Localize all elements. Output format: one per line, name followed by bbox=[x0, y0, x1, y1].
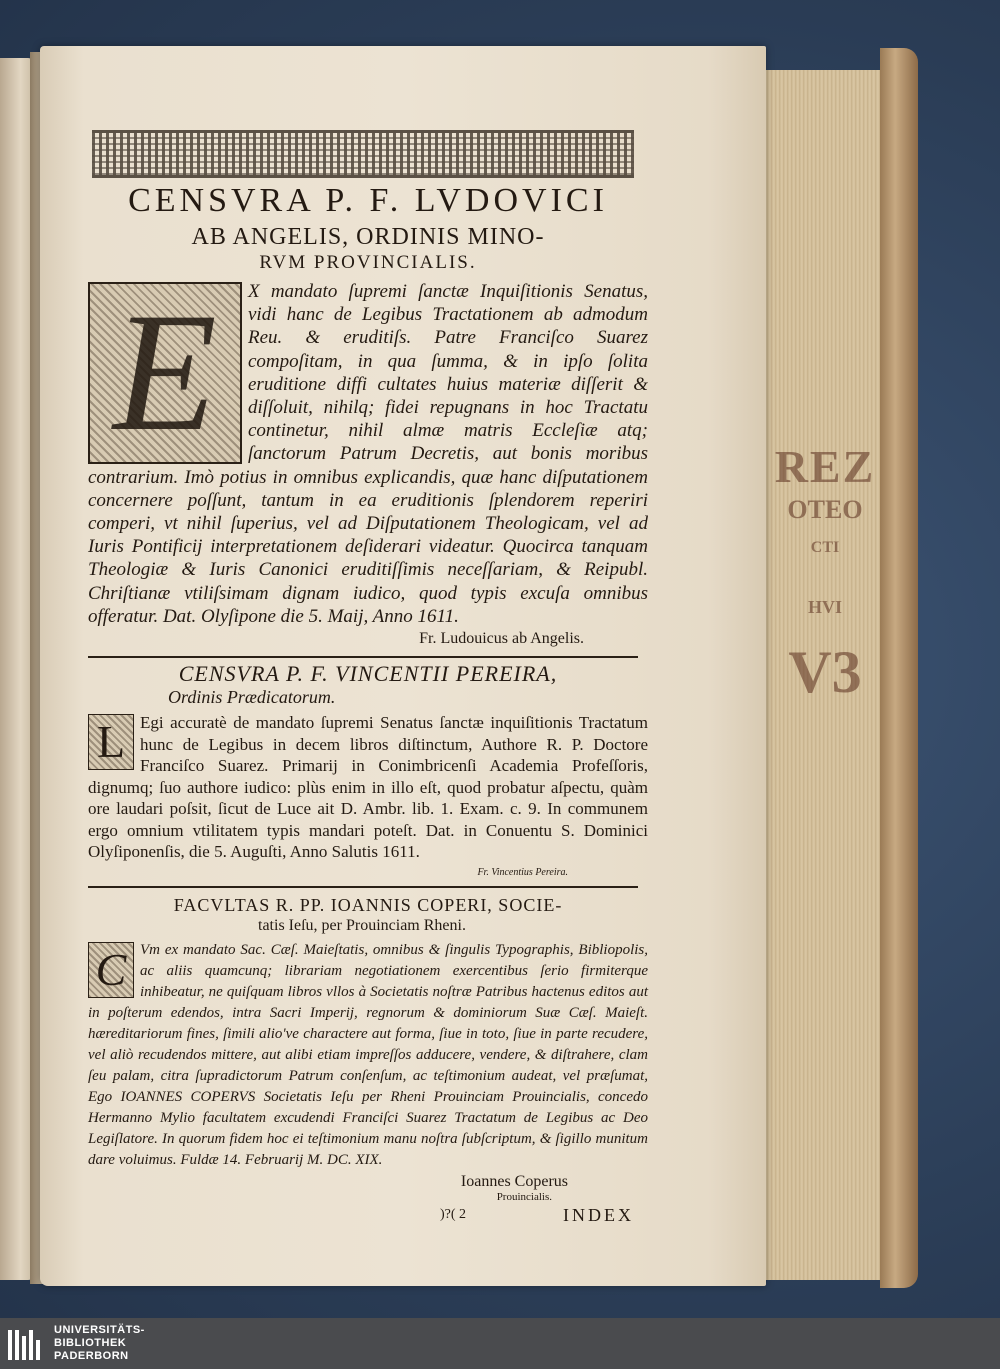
censura2-title: CENSVRA P. F. VINCENTII PEREIRA, bbox=[178, 661, 558, 687]
section-divider bbox=[88, 656, 638, 658]
censura1-title-line3: RVM PROVINCIALIS. bbox=[259, 252, 477, 273]
facultas-section bbox=[88, 940, 648, 1171]
library-name-line: UNIVERSITÄTS- bbox=[54, 1324, 145, 1336]
decorated-initial bbox=[88, 278, 242, 467]
section-divider bbox=[88, 886, 638, 888]
initial-letter: L bbox=[96, 716, 126, 768]
catchword: INDEX bbox=[563, 1204, 634, 1225]
censura1-signature: Fr. Ludouicus ab Angelis. bbox=[419, 630, 584, 648]
spine-line: OTEO bbox=[787, 495, 863, 524]
facultas-text: Vm ex mandato Sac. Cæſ. Maieſtatis, omnibus & ſingulis Typographis, Bibliopolis, ac aliis quamcunq; librariam negotiationem exercentibus ſerio firmiterque inhibeatur, ne quiſquam libros vllos à Societatis noſtræ Patribus hactenus editos aut in poſterum edendos, intra Sacri Imperij, regnorum & dominiorum Suæ Cæſ. Maieſt. hæreditariorum fines, ſimili alio've charactere aut forma, ſiue in toto, ſiue in parte recudere, vel aliò recudendos mittere, aut alibi etiam impreſſos adducere, vendere, & diſtrahere, clam ſeu palam, citra ſupradictorum Patrum conſenſum, ac teſtimonium audeat, vel præſumat, Ego IOANNES COPERVS Societatis Ieſu per Rheni Prouinciam Prouincialis, concedo Hermanno Mylio facultatem excudendi Franciſci Suarez Tractatum de Legibus ac Deo Legiſlatore. In quorum fidem hoc ei teſtimonium manu noſtra ſubſcriptum, & ſigillo munitum dare voluimus. Fuldæ 14. Februarij M. DC. XIX. bbox=[88, 941, 648, 1168]
book-cover-edge bbox=[880, 48, 918, 1288]
censura1-title-line2: AB ANGELIS, ORDINIS MINO- bbox=[191, 224, 545, 250]
facultas-signature: Ioannes Coperus bbox=[460, 1172, 568, 1190]
censura1-text: X mandato ſupremi ſanctæ Inquiſitionis Senatus, vidi hanc de Legibus Tractationem ab admodum Reu. & eruditiſs. Patre Franciſco Suarez compoſitam, in qua ſumma, & in ipſo ſolita eruditione diffi cultates huius materiæ diſſerit & diſſoluit, nihilq; fidei repugnans in hoc Tractatu continetur, nihil almæ matris Eccleſiæ atq; ſanctorum Patrum Decretis, aut bonis moribus contrarium. Imò potius in omnibus explicandis, quæ hanc diſputationem concernere poſſunt, tantum in ea eruditionis ſplendorem reperiri comperi, vt nihil ſuperius, vel ad Diſputationem Theologicam, vel ad Iuris Pontificij interpretationem deſiderari videatur. Quocirca tanquam Theologiæ & Iuris Canonici eruditiſſimis neceſſariam, & Reipubl. Chriſtianæ vtiliſsimam dignam iudico, quod typis excuſa omnibus offeratur. Dat. Olyſipone die 5. Maij, Anno 1611. bbox=[88, 281, 648, 627]
page-content bbox=[88, 130, 648, 1227]
censura2-text: Egi accuratè de mandato ſupremi Senatus ſanctæ inquiſitionis Tractatum hunc de Legibus in decem libros diſtinctum, Authore R. P. Doctore Franciſco Suarez. Primarij in Conimbricenſi Academia Profeſſoris, dignumq; ſuo authore iudico: plùs enim in illo eſt, quod probatur aſpectu, quàm ore laudari poſsit, ſicut de Luce ait D. Ambr. lib. 1. Exam. c. 9. In communem ergo omnium vtilitatem typis mandari poteſt. Dat. in Conuentu S. Dominici Olyſiponenſis, die 5. Auguſti, Anno Salutis 1611. bbox=[88, 713, 648, 862]
decorated-initial bbox=[88, 942, 134, 998]
library-name-line: PADERBORN bbox=[54, 1350, 129, 1362]
censura1-section bbox=[88, 280, 648, 628]
spine-line: V3 bbox=[788, 639, 862, 705]
censura2-section bbox=[88, 712, 648, 863]
spine-line: CTI bbox=[810, 539, 840, 556]
left-page-edge bbox=[0, 58, 34, 1280]
initial-letter: C bbox=[95, 944, 127, 996]
initial-letter: E bbox=[113, 278, 217, 467]
page-foot bbox=[88, 1205, 648, 1227]
signature-mark: )?( 2 bbox=[440, 1206, 467, 1222]
library-name-line: BIBLIOTHEK bbox=[54, 1337, 127, 1349]
spine-line: HVI bbox=[807, 597, 842, 617]
censura1-title: CENSVRA P. F. LVDOVICI bbox=[128, 182, 608, 219]
spine-line: REZ bbox=[774, 441, 876, 492]
decorated-initial bbox=[88, 714, 134, 770]
library-footer bbox=[0, 1318, 1000, 1369]
censura2-signature: Fr. Vincentius Pereira. bbox=[477, 866, 568, 878]
facultas-subtitle: tatis Ieſu, per Prouinciam Rheni. bbox=[258, 916, 466, 934]
spine-title-showthrough bbox=[770, 440, 880, 740]
library-name bbox=[54, 1324, 145, 1363]
censura2-subtitle: Ordinis Prædicatorum. bbox=[168, 687, 336, 708]
decorative-headpiece bbox=[92, 130, 634, 178]
facultas-title: FACVLTAS R. PP. IOANNIS COPERI, SOCIE- bbox=[173, 894, 563, 915]
facultas-signature-title: Prouincialis. bbox=[496, 1190, 552, 1203]
library-logo-icon bbox=[6, 1326, 46, 1364]
